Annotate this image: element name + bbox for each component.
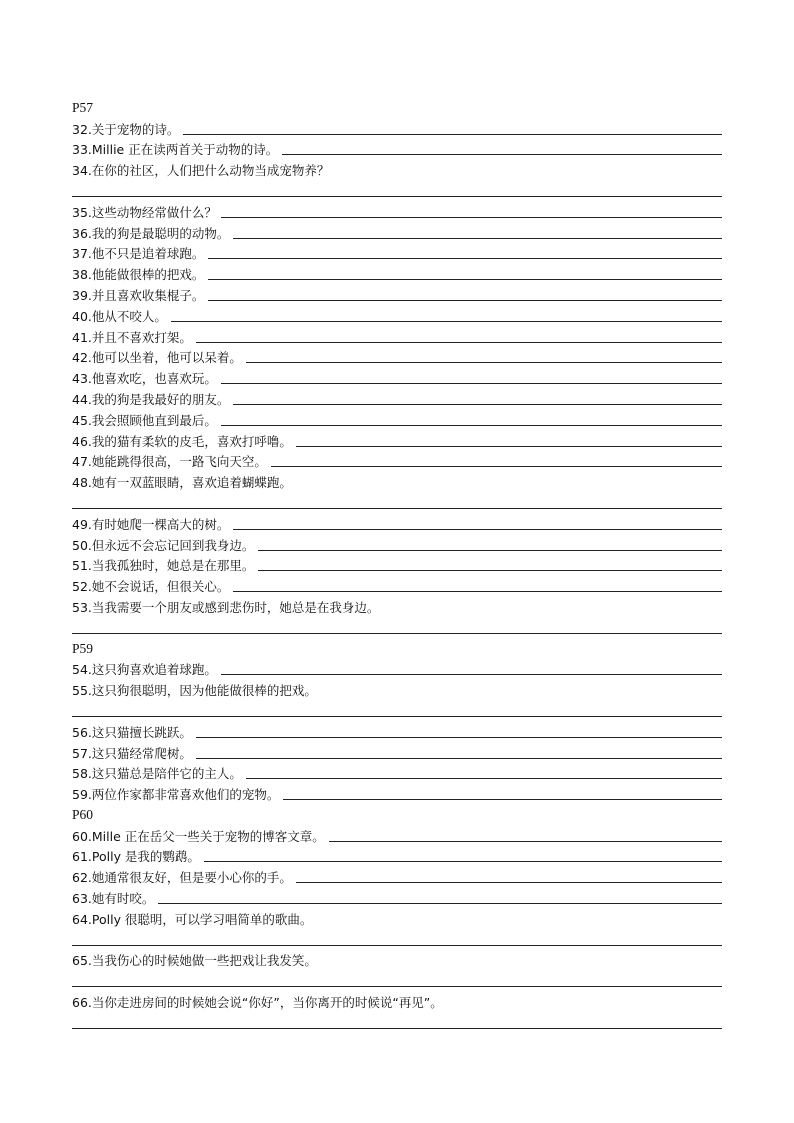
exercise-prompt: 60.Mille 正在岳父一些关于宠物的博客文章。 [72, 828, 325, 844]
exercise-prompt: 49.有时她爬一棵高大的树。 [72, 516, 230, 532]
exercise-item [72, 658, 722, 679]
exercise-prompt: 34.在你的社区，人们把什么动物当成宠物养？ [72, 163, 330, 179]
exercise-item [72, 762, 722, 783]
answer-line-full[interactable] [72, 179, 722, 200]
exercise-prompt: 41.并且不喜欢打架。 [72, 329, 192, 345]
exercise-prompt: 54.这只狗喜欢追着球跑。 [72, 662, 217, 678]
exercise-item [72, 678, 722, 699]
exercise-prompt: 50.但永远不会忘记回到我身边。 [72, 537, 255, 553]
answer-line[interactable] [296, 882, 722, 883]
exercise-item [72, 387, 722, 408]
exercise-item [72, 574, 722, 595]
exercise-prompt: 51.当我孤独时，她总是在那里。 [72, 558, 255, 574]
exercise-prompt: 65.当我伤心的时候她做一些把戏让我发笑。 [72, 953, 317, 969]
exercise-prompt: 61.Polly 是我的鹦鹉。 [72, 849, 200, 865]
exercise-prompt: 64.Polly 很聪明，可以学习唱简单的歌曲。 [72, 911, 313, 927]
page-label: P59 [72, 640, 94, 656]
exercise-item [72, 429, 722, 450]
exercise-prompt: 52.她不会说话，但很关心。 [72, 579, 230, 595]
page-label: P60 [72, 806, 94, 822]
exercise-item [72, 595, 722, 616]
answer-line-full[interactable] [72, 491, 722, 512]
answer-line[interactable] [208, 279, 722, 280]
exercise-prompt: 33.Millie 正在读两首关于动物的诗。 [72, 142, 279, 158]
exercise-prompt: 45.我会照顾他直到最后。 [72, 412, 217, 428]
answer-line-full[interactable] [72, 699, 722, 720]
exercise-item [72, 720, 722, 741]
exercise-prompt: 57.这只猫经常爬树。 [72, 745, 192, 761]
answer-line[interactable] [72, 986, 722, 987]
exercise-item [72, 200, 722, 221]
answer-line[interactable] [221, 674, 722, 675]
answer-line[interactable] [204, 861, 722, 862]
exercise-prompt: 63.她有时咬。 [72, 891, 155, 907]
exercise-prompt: 44.我的狗是我最好的朋友。 [72, 391, 230, 407]
exercise-prompt: 32.关于宠物的诗。 [72, 121, 180, 137]
exercise-item [72, 512, 722, 533]
answer-line-full[interactable] [72, 969, 722, 990]
worksheet [72, 96, 722, 1032]
exercise-item [72, 824, 722, 845]
answer-line[interactable] [221, 217, 722, 218]
exercise-item [72, 242, 722, 263]
exercise-item [72, 741, 722, 762]
answer-line[interactable] [196, 342, 722, 343]
answer-line[interactable] [208, 258, 722, 259]
answer-line[interactable] [282, 154, 722, 155]
exercise-item [72, 865, 722, 886]
answer-line[interactable] [158, 903, 722, 904]
answer-line-full[interactable] [72, 1011, 722, 1032]
answer-line[interactable] [72, 716, 722, 717]
exercise-item [72, 450, 722, 471]
exercise-item [72, 117, 722, 138]
exercise-item [72, 366, 722, 387]
answer-line[interactable] [233, 529, 722, 530]
exercise-prompt: 58.这只猫总是陪伴它的主人。 [72, 766, 242, 782]
answer-line[interactable] [72, 196, 722, 197]
answer-line[interactable] [271, 466, 722, 467]
answer-line[interactable] [258, 550, 722, 551]
exercise-item [72, 325, 722, 346]
answer-line[interactable] [183, 134, 722, 135]
exercise-prompt: 35.这些动物经常做什么？ [72, 204, 217, 220]
answer-line[interactable] [72, 508, 722, 509]
exercise-prompt: 40.他从不咬人。 [72, 308, 167, 324]
exercise-prompt: 37.他不只是追着球跑。 [72, 246, 205, 262]
exercise-prompt: 53.当我需要一个朋友或感到悲伤时，她总是在我身边。 [72, 599, 380, 615]
exercise-item [72, 907, 722, 928]
answer-line[interactable] [233, 404, 722, 405]
exercise-prompt: 43.他喜欢吃，也喜欢玩。 [72, 371, 217, 387]
exercise-prompt: 56.这只猫擅长跳跃。 [72, 724, 192, 740]
exercise-item [72, 990, 722, 1011]
exercise-item [72, 886, 722, 907]
answer-line-full[interactable] [72, 928, 722, 949]
answer-line[interactable] [196, 737, 722, 738]
page-label: P57 [72, 99, 94, 115]
exercise-prompt: 48.她有一双蓝眼睛，喜欢追着蝴蝶跑。 [72, 475, 292, 491]
exercise-item [72, 782, 722, 803]
answer-line[interactable] [72, 945, 722, 946]
exercise-item [72, 158, 722, 179]
answer-line[interactable] [196, 758, 722, 759]
answer-line[interactable] [72, 1028, 722, 1029]
exercise-item [72, 138, 722, 159]
exercise-prompt: 38.他能做很棒的把戏。 [72, 267, 205, 283]
exercise-prompt: 66.当你走进房间的时候她会说“你好”，当你离开的时候说“再见”。 [72, 995, 443, 1011]
exercise-prompt: 39.并且喜欢收集棍子。 [72, 287, 205, 303]
exercise-item [72, 949, 722, 970]
exercise-item [72, 346, 722, 367]
answer-line[interactable] [208, 300, 722, 301]
answer-line[interactable] [221, 383, 722, 384]
exercise-item [72, 533, 722, 554]
exercise-prompt: 59.两位作家都非常喜欢他们的宠物。 [72, 787, 280, 803]
exercise-item [72, 845, 722, 866]
answer-line[interactable] [171, 321, 722, 322]
answer-line[interactable] [296, 446, 722, 447]
exercise-prompt: 36.我的狗是最聪明的动物。 [72, 225, 230, 241]
answer-line[interactable] [72, 633, 722, 634]
exercise-item [72, 408, 722, 429]
exercise-prompt: 47.她能跳得很高，一路飞向天空。 [72, 454, 267, 470]
exercise-prompt: 55.这只狗很聪明，因为他能做很棒的把戏。 [72, 683, 317, 699]
answer-line[interactable] [233, 591, 722, 592]
answer-line[interactable] [329, 841, 722, 842]
exercise-prompt: 46.我的猫有柔软的皮毛，喜欢打呼噜。 [72, 433, 292, 449]
exercise-item [72, 262, 722, 283]
exercise-item [72, 304, 722, 325]
answer-line-full[interactable] [72, 616, 722, 637]
answer-line[interactable] [258, 570, 722, 571]
exercise-item [72, 554, 722, 575]
exercise-item [72, 221, 722, 242]
answer-line[interactable] [221, 425, 722, 426]
answer-line[interactable] [283, 799, 722, 800]
exercise-item [72, 470, 722, 491]
exercise-prompt: 42.他可以坐着，他可以呆着。 [72, 350, 242, 366]
answer-line[interactable] [233, 238, 722, 239]
exercise-prompt: 62.她通常很友好，但是要小心你的手。 [72, 870, 292, 886]
answer-line[interactable] [246, 362, 722, 363]
exercise-item [72, 283, 722, 304]
answer-line[interactable] [246, 778, 722, 779]
